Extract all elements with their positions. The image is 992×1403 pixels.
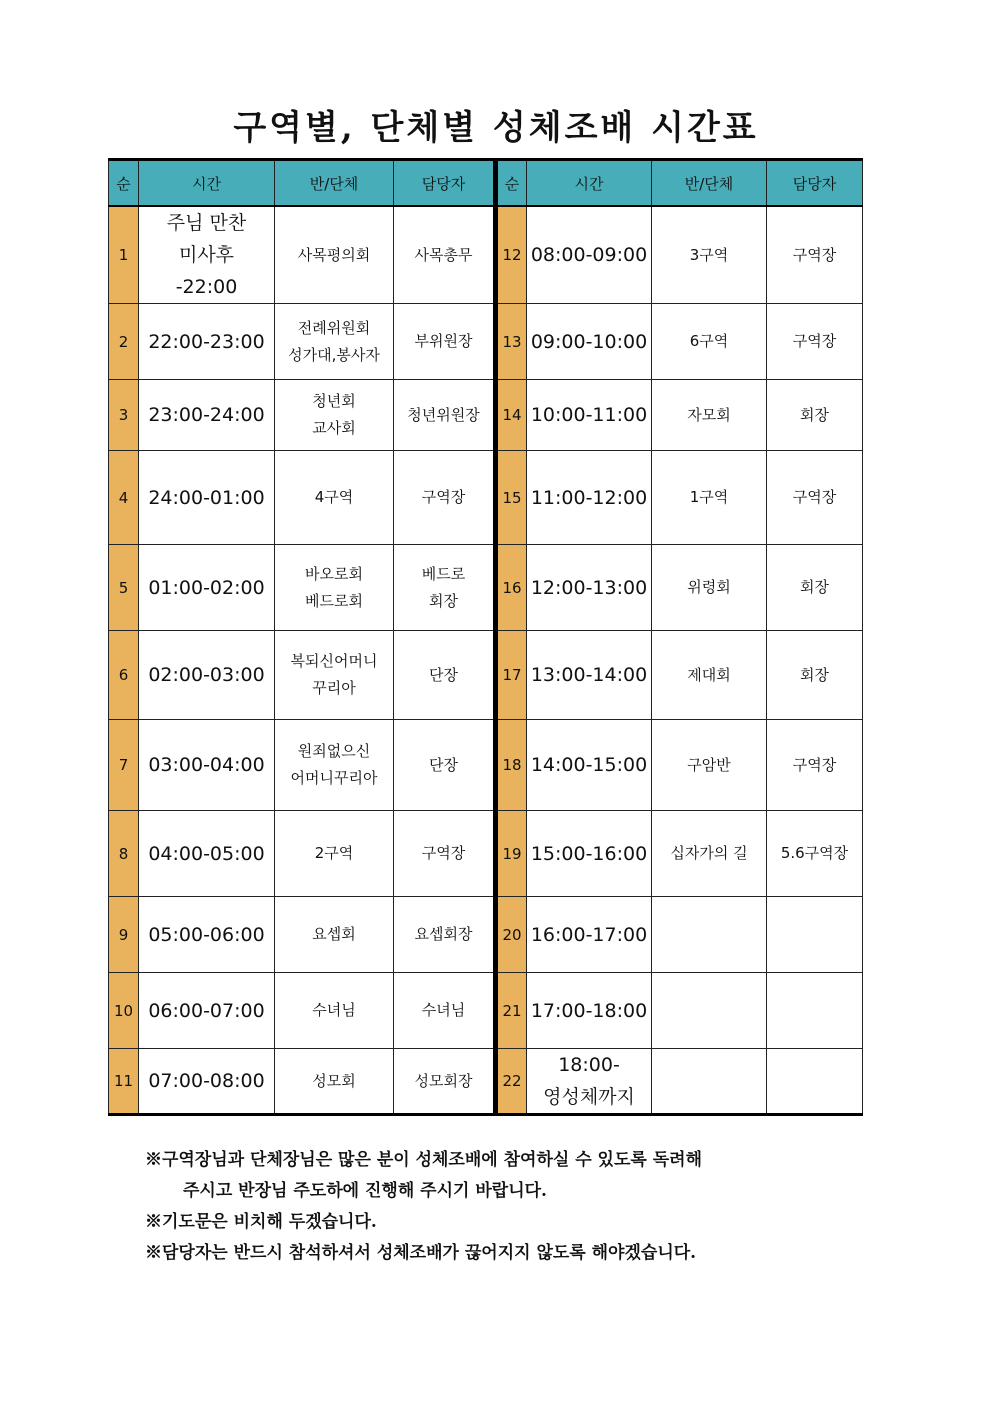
page-title: 구역별, 단체별 성체조배 시간표 [233, 108, 759, 148]
owner-cell [767, 1049, 863, 1115]
group-cell: 3구역 [652, 206, 767, 304]
owner-cell: 베드로 회장 [394, 545, 496, 631]
header-time: 시간 [139, 160, 275, 207]
time-cell: 13:00-14:00 [527, 631, 652, 720]
time-cell: 24:00-01:00 [139, 451, 275, 545]
owner-cell: 5.6구역장 [767, 811, 863, 897]
row-number: 21 [496, 973, 527, 1049]
owner-cell: 구역장 [767, 304, 863, 380]
row-number: 12 [496, 206, 527, 304]
row-number: 19 [496, 811, 527, 897]
header-owner: 담당자 [394, 160, 496, 207]
owner-cell: 성모회장 [394, 1049, 496, 1115]
row-number: 5 [109, 545, 139, 631]
time-cell: 09:00-10:00 [527, 304, 652, 380]
owner-cell: 단장 [394, 720, 496, 811]
time-cell: 주님 만찬 미사후 -22:00 [139, 206, 275, 304]
group-cell: 제대회 [652, 631, 767, 720]
group-cell: 전례위원회 성가대,봉사자 [275, 304, 394, 380]
row-number: 17 [496, 631, 527, 720]
time-cell: 05:00-06:00 [139, 897, 275, 973]
table-row [109, 451, 863, 545]
owner-cell: 구역장 [767, 451, 863, 545]
owner-cell: 구역장 [767, 720, 863, 811]
owner-cell: 청년위원장 [394, 380, 496, 451]
group-cell: 2구역 [275, 811, 394, 897]
header-row [109, 160, 863, 207]
owner-cell: 단장 [394, 631, 496, 720]
note-3: ※담당자는 반드시 참석하셔서 성체조배가 끊어지지 않도록 해야겠습니다. [145, 1243, 697, 1263]
owner-cell: 부위원장 [394, 304, 496, 380]
time-cell: 02:00-03:00 [139, 631, 275, 720]
table-row [109, 206, 863, 304]
time-cell: 10:00-11:00 [527, 380, 652, 451]
row-number: 18 [496, 720, 527, 811]
time-cell: 23:00-24:00 [139, 380, 275, 451]
row-number: 22 [496, 1049, 527, 1115]
row-number: 20 [496, 897, 527, 973]
group-cell: 사목평의회 [275, 206, 394, 304]
table-row [109, 304, 863, 380]
time-cell: 03:00-04:00 [139, 720, 275, 811]
table-row [109, 811, 863, 897]
group-cell: 1구역 [652, 451, 767, 545]
group-cell: 자모회 [652, 380, 767, 451]
table-row [109, 1049, 863, 1115]
owner-cell: 구역장 [394, 811, 496, 897]
group-cell: 구암반 [652, 720, 767, 811]
group-cell: 4구역 [275, 451, 394, 545]
group-cell: 요셉회 [275, 897, 394, 973]
table-row [109, 720, 863, 811]
time-cell: 11:00-12:00 [527, 451, 652, 545]
time-cell: 08:00-09:00 [527, 206, 652, 304]
row-number: 9 [109, 897, 139, 973]
group-cell [652, 973, 767, 1049]
owner-cell: 회장 [767, 631, 863, 720]
group-cell: 성모회 [275, 1049, 394, 1115]
time-cell: 14:00-15:00 [527, 720, 652, 811]
group-cell: 위령회 [652, 545, 767, 631]
group-cell: 십자가의 길 [652, 811, 767, 897]
row-number: 13 [496, 304, 527, 380]
header-group: 반/단체 [275, 160, 394, 207]
group-cell: 바오로회 베드로회 [275, 545, 394, 631]
header-no: 순 [496, 160, 527, 207]
group-cell: 수녀님 [275, 973, 394, 1049]
time-cell: 06:00-07:00 [139, 973, 275, 1049]
owner-cell: 구역장 [394, 451, 496, 545]
note-1-continued: 주시고 반장님 주도하에 진행해 주시기 바랍니다. [183, 1181, 547, 1201]
owner-cell [767, 897, 863, 973]
note-1: ※구역장님과 단체장님은 많은 분이 성체조배에 참여하실 수 있도록 독려해 [145, 1150, 703, 1170]
table-row [109, 545, 863, 631]
row-number: 14 [496, 380, 527, 451]
row-number: 4 [109, 451, 139, 545]
time-cell: 07:00-08:00 [139, 1049, 275, 1115]
header-no: 순 [109, 160, 139, 207]
owner-cell [767, 973, 863, 1049]
owner-cell: 사목총무 [394, 206, 496, 304]
time-cell: 01:00-02:00 [139, 545, 275, 631]
group-cell: 청년회 교사회 [275, 380, 394, 451]
table-row [109, 973, 863, 1049]
row-number: 7 [109, 720, 139, 811]
header-group: 반/단체 [652, 160, 767, 207]
time-cell: 12:00-13:00 [527, 545, 652, 631]
table-row [109, 631, 863, 720]
notes-section [145, 1145, 865, 1269]
row-number: 6 [109, 631, 139, 720]
time-cell: 18:00- 영성체까지 [527, 1049, 652, 1115]
row-number: 3 [109, 380, 139, 451]
group-cell: 복되신어머니 꾸리아 [275, 631, 394, 720]
note-2: ※기도문은 비치해 두겠습니다. [145, 1212, 377, 1232]
time-cell: 16:00-17:00 [527, 897, 652, 973]
table-row [109, 897, 863, 973]
owner-cell: 요셉회장 [394, 897, 496, 973]
schedule-table [108, 158, 863, 1116]
group-cell: 원죄없으신 어머니꾸리아 [275, 720, 394, 811]
header-owner: 담당자 [767, 160, 863, 207]
owner-cell: 회장 [767, 545, 863, 631]
time-cell: 17:00-18:00 [527, 973, 652, 1049]
row-number: 10 [109, 973, 139, 1049]
group-cell [652, 897, 767, 973]
row-number: 1 [109, 206, 139, 304]
owner-cell: 회장 [767, 380, 863, 451]
row-number: 11 [109, 1049, 139, 1115]
time-cell: 15:00-16:00 [527, 811, 652, 897]
time-cell: 22:00-23:00 [139, 304, 275, 380]
row-number: 8 [109, 811, 139, 897]
table-row [109, 380, 863, 451]
owner-cell: 수녀님 [394, 973, 496, 1049]
row-number: 2 [109, 304, 139, 380]
time-cell: 04:00-05:00 [139, 811, 275, 897]
owner-cell: 구역장 [767, 206, 863, 304]
group-cell: 6구역 [652, 304, 767, 380]
row-number: 16 [496, 545, 527, 631]
header-time: 시간 [527, 160, 652, 207]
group-cell [652, 1049, 767, 1115]
row-number: 15 [496, 451, 527, 545]
